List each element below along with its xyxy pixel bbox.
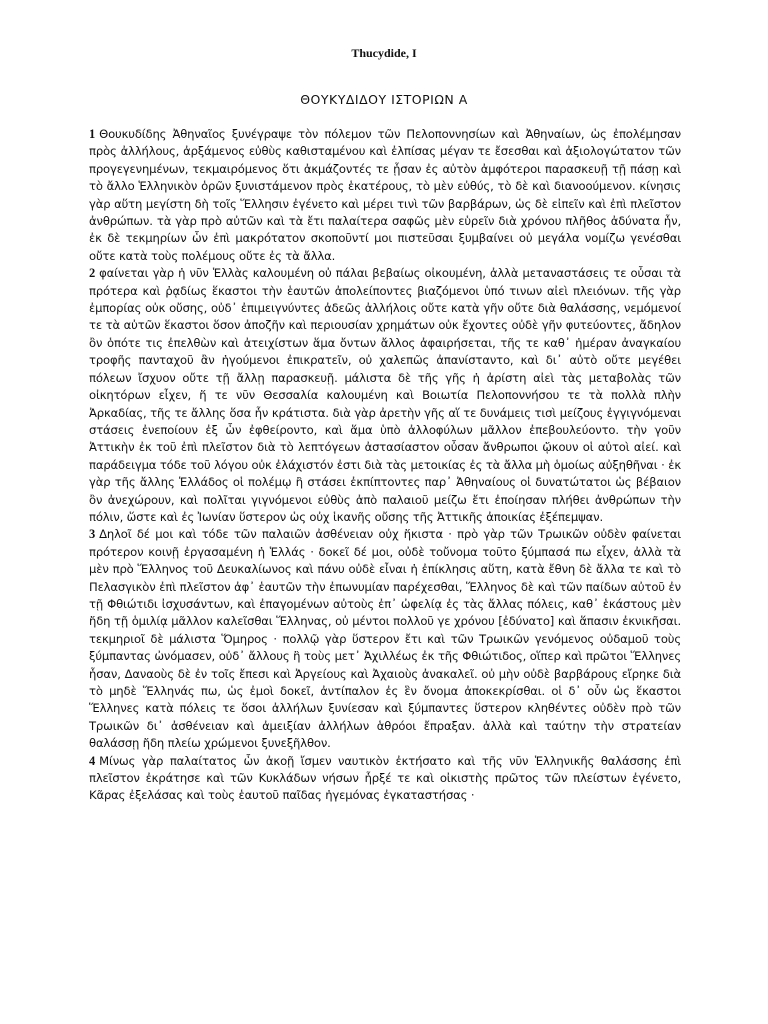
work-title: ΘΟΥΚΥΔΙΔΟΥ ΙΣΤΟΡΙΩΝ Α [300,92,468,107]
section-4 [89,753,681,805]
section-number: 1 [89,127,96,141]
section-number: 4 [89,753,96,768]
section-number: 3 [89,527,96,542]
text-body [89,126,681,805]
section-2 [89,265,681,526]
section-number: 2 [89,266,96,281]
running-header: Thucydide, I [351,46,417,60]
section-text: Δηλοῖ δέ μοι καὶ τόδε τῶν παλαιῶν ἀσθένειαν οὐχ ἥκιστα · πρὸ γὰρ τῶν Τρωικῶν οὐδὲν φαίνεται πρότερον κοινῇ ἐργασαμένη ἡ Ἑλλάς · δοκεῖ δέ μοι, οὐδὲ τοὔνομα τοῦτο ξύμπασά πω εἶχεν, ἀλλὰ τὰ μὲν πρὸ Ἕλληνος τοῦ Δευκαλίωνος καὶ πάνυ οὐδὲ εἶναι ἡ ἐπίκλησις αὕτη, κατὰ ἔθνη δὲ ἄλλα τε καὶ τὸ Πελασγικὸν ἐπὶ πλεῖστον ἀφ᾽ ἑαυτῶν τὴν ἐπωνυμίαν παρέχεσθαι, Ἕλληνος δὲ καὶ τῶν παίδων αὐτοῦ ἐν τῇ Φθιώτιδι ἰσχυσάντων, καὶ ἐπαγομένων αὐτοὺς ἐπ᾽ ὠφελίᾳ ἐς τὰς ἄλλας πόλεις, καθ᾽ ἑκάστους μὲν ἤδη τῇ ὁμιλίᾳ μᾶλλον καλεῖσθαι Ἕλληνας, οὐ μέντοι πολλοῦ γε χρόνου [ἐδύνατο] καὶ ἅπασιν ἐκνικῆσαι. τεκμηριοῖ δὲ μάλιστα Ὅμηρος · πολλῷ γὰρ ὕστερον ἔτι καὶ τῶν Τρωικῶν γενόμενος οὐδαμοῦ τοὺς ξύμπαντας ὠνόμασεν, οὐδ᾽ ἄλλους ἢ τοὺς μετ᾽ Ἀχιλλέως ἐκ τῆς Φθιώτιδος, οἵπερ καὶ πρῶτοι Ἕλληνες ἦσαν, Δαναοὺς δὲ ἐν τοῖς ἔπεσι καὶ Ἀργείους καὶ Ἀχαιοὺς ἀνακαλεῖ. οὐ μὴν οὐδὲ βαρβάρους εἴρηκε διὰ τὸ μηδὲ Ἕλληνάς πω, ὡς ἐμοὶ δοκεῖ, ἀντίπαλον ἐς ἓν ὄνομα ἀποκεκρίσθαι. οἱ δ᾽ οὖν ὡς ἕκαστοι Ἕλληνες κατὰ πόλεις τε ὅσοι ἀλλήλων ξυνίεσαν καὶ ξύμπαντες ὕστερον κληθέντες οὐδὲν πρὸ τῶν Τρωικῶν δι᾽ ἀσθένειαν καὶ ἀμειξίαν ἀλλήλων ἁθρόοι ἔπραξαν. ἀλλὰ καὶ ταύτην τὴν στρατείαν θαλάσσῃ ἤδη πλείω χρώμενοι ξυνεξῆλθον. [89,527,681,751]
section-1 [89,126,681,265]
section-text: φαίνεται γὰρ ἡ νῦν Ἑλλὰς καλουμένη οὐ πάλαι βεβαίως οἰκουμένη, ἀλλὰ μεταναστάσεις τε οὖσαι τὰ πρότερα καὶ ῥᾳδίως ἕκαστοι τὴν ἑαυτῶν ἀπολείποντες βιαζόμενοι ὑπό τινων αἰεὶ πλειόνων. τῆς γὰρ ἐμπορίας οὐκ οὔσης, οὐδ᾽ ἐπιμειγνύντες ἀδεῶς ἀλλήλοις οὔτε κατὰ γῆν οὔτε διὰ θαλάσσης, νεμόμενοί τε τὰ αὐτῶν ἕκαστοι ὅσον ἀποζῆν καὶ περιουσίαν χρημάτων οὐκ ἔχοντες οὐδὲ γῆν φυτεύοντες, ἄδηλον ὂν ὁπότε τις ἐπελθὼν καὶ ἀτειχίστων ἅμα ὄντων ἄλλος ἀφαιρήσεται, τῆς τε καθ᾽ ἡμέραν ἀναγκαίου τροφῆς πανταχοῦ ἂν ἡγούμενοι ἐπικρατεῖν, οὐ χαλεπῶς ἀπανίσταντο, καὶ δι᾽ αὐτὸ οὔτε μεγέθει πόλεων ἴσχυον οὔτε τῇ ἄλλῃ παρασκευῇ. μάλιστα δὲ τῆς γῆς ἡ ἀρίστη αἰεὶ τὰς μεταβολὰς τῶν οἰκητόρων εἶχεν, ἥ τε νῦν Θεσσαλία καλουμένη καὶ Βοιωτία Πελοποννήσου τε τὰ πολλὰ πλὴν Ἀρκαδίας, τῆς τε ἄλλης ὅσα ἦν κράτιστα. διὰ γὰρ ἀρετὴν γῆς αἵ τε δυνάμεις τισὶ μείζους ἐγγιγνόμεναι στάσεις ἐνεποίουν ἐξ ὧν ἐφθείροντο, καὶ ἅμα ὑπὸ ἀλλοφύλων μᾶλλον ἐπεβουλεύοντο. τὴν γοῦν Ἀττικὴν ἐκ τοῦ ἐπὶ πλεῖστον διὰ τὸ λεπτόγεων ἀστασίαστον οὖσαν ἄνθρωποι ᾤκουν οἱ αὐτοὶ αἰεί. καὶ παράδειγμα τόδε τοῦ λόγου οὐκ ἐλάχιστόν ἐστι διὰ τὰς μετοικίας ἐς τὰ ἄλλα μὴ ὁμοίως αὐξηθῆναι · ἐκ γὰρ τῆς ἄλλης Ἑλλάδος οἱ πολέμῳ ἢ στάσει ἐκπίπτοντες παρ᾽ Ἀθηναίους οἱ δυνατώτατοι ὡς βέβαιον ὂν ἀνεχώρουν, καὶ πολῖται γιγνόμενοι εὐθὺς ἀπὸ παλαιοῦ μείζω ἔτι ἐποίησαν πλήθει ἀνθρώπων τὴν πόλιν, ὥστε καὶ ἐς Ἰωνίαν ὕστερον ὡς οὐχ ἱκανῆς οὔσης τῆς Ἀττικῆς ἀποικίας ἐξέπεμψαν. [89,266,681,524]
section-3 [89,526,681,752]
section-text: Μίνως γὰρ παλαίτατος ὧν ἀκοῇ ἴσμεν ναυτικὸν ἐκτήσατο καὶ τῆς νῦν Ἑλληνικῆς θαλάσσης ἐπὶ πλεῖστον ἐκράτησε καὶ τῶν Κυκλάδων νήσων ἦρξέ τε καὶ οἰκιστὴς πρῶτος τῶν πλείστων ἐγένετο, Κᾶρας ἐξελάσας καὶ τοὺς ἑαυτοῦ παῖδας ἡγεμόνας ἐγκαταστήσας · [89,753,681,803]
section-text: Θουκυδίδης Ἀθηναῖος ξυνέγραψε τὸν πόλεμον τῶν Πελοποννησίων καὶ Ἀθηναίων, ὡς ἐπολέμησαν πρὸς ἀλλήλους, ἀρξάμενος εὐθὺς καθισταμένου καὶ ἐλπίσας μέγαν τε ἔσεσθαι καὶ ἀξιολογώτατον τῶν προγεγενημένων, τεκμαιρόμενος ὅτι ἀκμάζοντές τε ᾖσαν ἐς αὐτὸν ἀμφότεροι παρασκευῇ τῇ πάσῃ καὶ τὸ ἄλλο Ἑλληνικὸν ὁρῶν ξυνιστάμενον πρὸς ἑκατέρους, τὸ μὲν εὐθύς, τὸ δὲ καὶ διανοούμενον. κίνησις γὰρ αὕτη μεγίστη δὴ τοῖς Ἕλλησιν ἐγένετο καὶ μέρει τινὶ τῶν βαρβάρων, ὡς δὲ εἰπεῖν καὶ ἐπὶ πλεῖστον ἀνθρώπων. τὰ γὰρ πρὸ αὐτῶν καὶ τὰ ἔτι παλαίτερα σαφῶς μὲν εὑρεῖν διὰ χρόνου πλῆθος ἀδύνατα ἦν, ἐκ δὲ τεκμηρίων ὧν ἐπὶ μακρότατον σκοποῦντί μοι πιστεῦσαι ξυμβαίνει οὐ μεγάλα νομίζω γενέσθαι οὔτε κατὰ τοὺς πολέμους οὔτε ἐς τὰ ἄλλα. [89,127,681,263]
